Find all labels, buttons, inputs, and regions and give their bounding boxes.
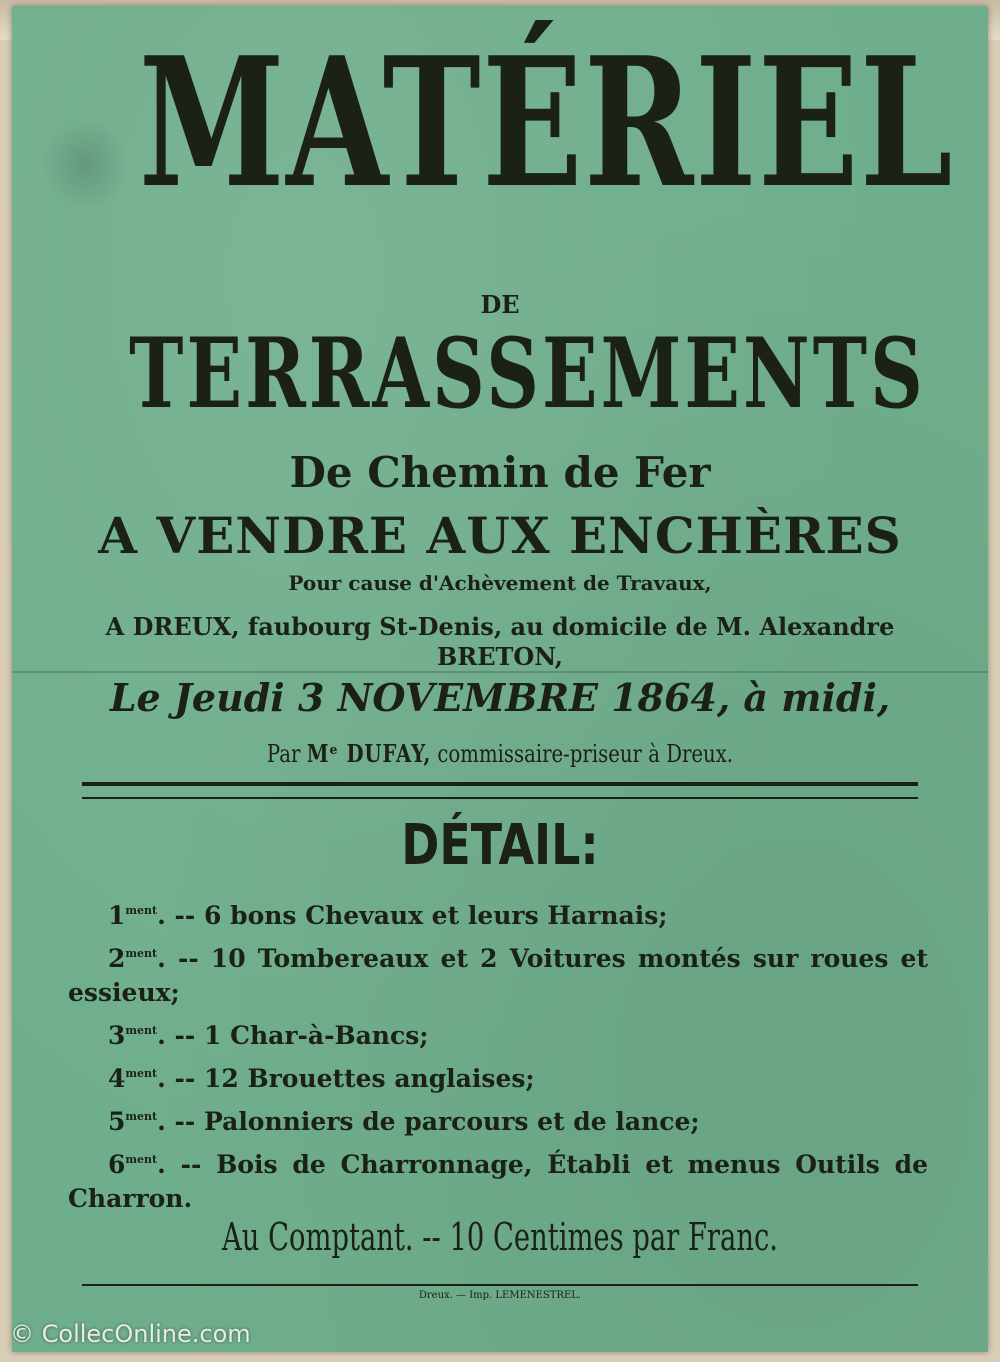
paper-fold bbox=[12, 671, 988, 673]
list-item bbox=[68, 1014, 928, 1053]
item-ordinal: ment bbox=[125, 1153, 158, 1166]
list-item bbox=[68, 1100, 928, 1139]
item-text: . -- Bois de Charronnage, Établi et menus Outils de Charron. bbox=[68, 1150, 928, 1213]
poster-de: DE bbox=[480, 290, 520, 319]
printer-imprint: Dreux. — Imp. LEMENESTREL. bbox=[418, 1290, 582, 1301]
detail-heading: DÉTAIL: bbox=[401, 813, 599, 878]
list-item bbox=[68, 937, 928, 1010]
item-text: . -- 12 Brouettes anglaises; bbox=[157, 1064, 535, 1093]
item-ordinal: ment bbox=[125, 1110, 158, 1123]
payment-terms: Au Comptant. -- 10 Centimes par Franc. bbox=[222, 1215, 778, 1259]
item-number: 1 bbox=[108, 901, 126, 930]
item-number: 4 bbox=[108, 1064, 126, 1093]
item-number: 5 bbox=[108, 1107, 126, 1136]
detail-list bbox=[68, 894, 928, 1216]
auctioneer-name: Mᵉ DUFAY, bbox=[306, 739, 432, 768]
item-text: . -- 6 bons Chevaux et leurs Harnais; bbox=[157, 901, 668, 930]
item-ordinal: ment bbox=[125, 947, 158, 960]
line-auctioneer bbox=[100, 739, 900, 768]
item-ordinal: ment bbox=[125, 1024, 158, 1037]
item-text: . -- 10 Tombereaux et 2 Voitures montés sur roues et essieux; bbox=[68, 944, 928, 1007]
site-watermark: © CollecOnline.com bbox=[10, 1320, 251, 1348]
list-item bbox=[68, 1057, 928, 1096]
bottom-rule-divider bbox=[82, 1284, 918, 1286]
item-text: . -- Palonniers de parcours et de lance; bbox=[157, 1107, 700, 1136]
item-number: 3 bbox=[108, 1021, 126, 1050]
list-item bbox=[68, 1143, 928, 1216]
item-number: 2 bbox=[108, 944, 126, 973]
line-a-vendre: A VENDRE AUX ENCHÈRES bbox=[98, 506, 902, 565]
auctioneer-prefix: Par bbox=[266, 740, 301, 768]
auction-poster bbox=[12, 6, 988, 1352]
item-ordinal: ment bbox=[125, 904, 158, 917]
paper-stain bbox=[40, 114, 130, 214]
item-number: 6 bbox=[108, 1150, 126, 1179]
poster-title: MATÉRIEL bbox=[138, 18, 955, 227]
poster-subtitle: TERRASSEMENTS bbox=[129, 317, 926, 430]
line-chemin-de-fer: De Chemin de Fer bbox=[289, 448, 711, 497]
line-breton: BRETON, bbox=[436, 642, 564, 671]
double-rule-divider bbox=[82, 782, 918, 799]
line-cause: Pour cause d'Achèvement de Travaux, bbox=[288, 571, 712, 595]
auctioneer-role: commissaire-priseur à Dreux. bbox=[431, 740, 734, 768]
item-ordinal: ment bbox=[125, 1067, 158, 1080]
line-location: A DREUX, faubourg St-Denis, au domicile de M. Alexandre bbox=[105, 612, 895, 641]
line-date: Le Jeudi 3 NOVEMBRE 1864, à midi, bbox=[109, 675, 891, 720]
item-text: . -- 1 Char-à-Bancs; bbox=[157, 1021, 429, 1050]
list-item bbox=[68, 894, 928, 933]
